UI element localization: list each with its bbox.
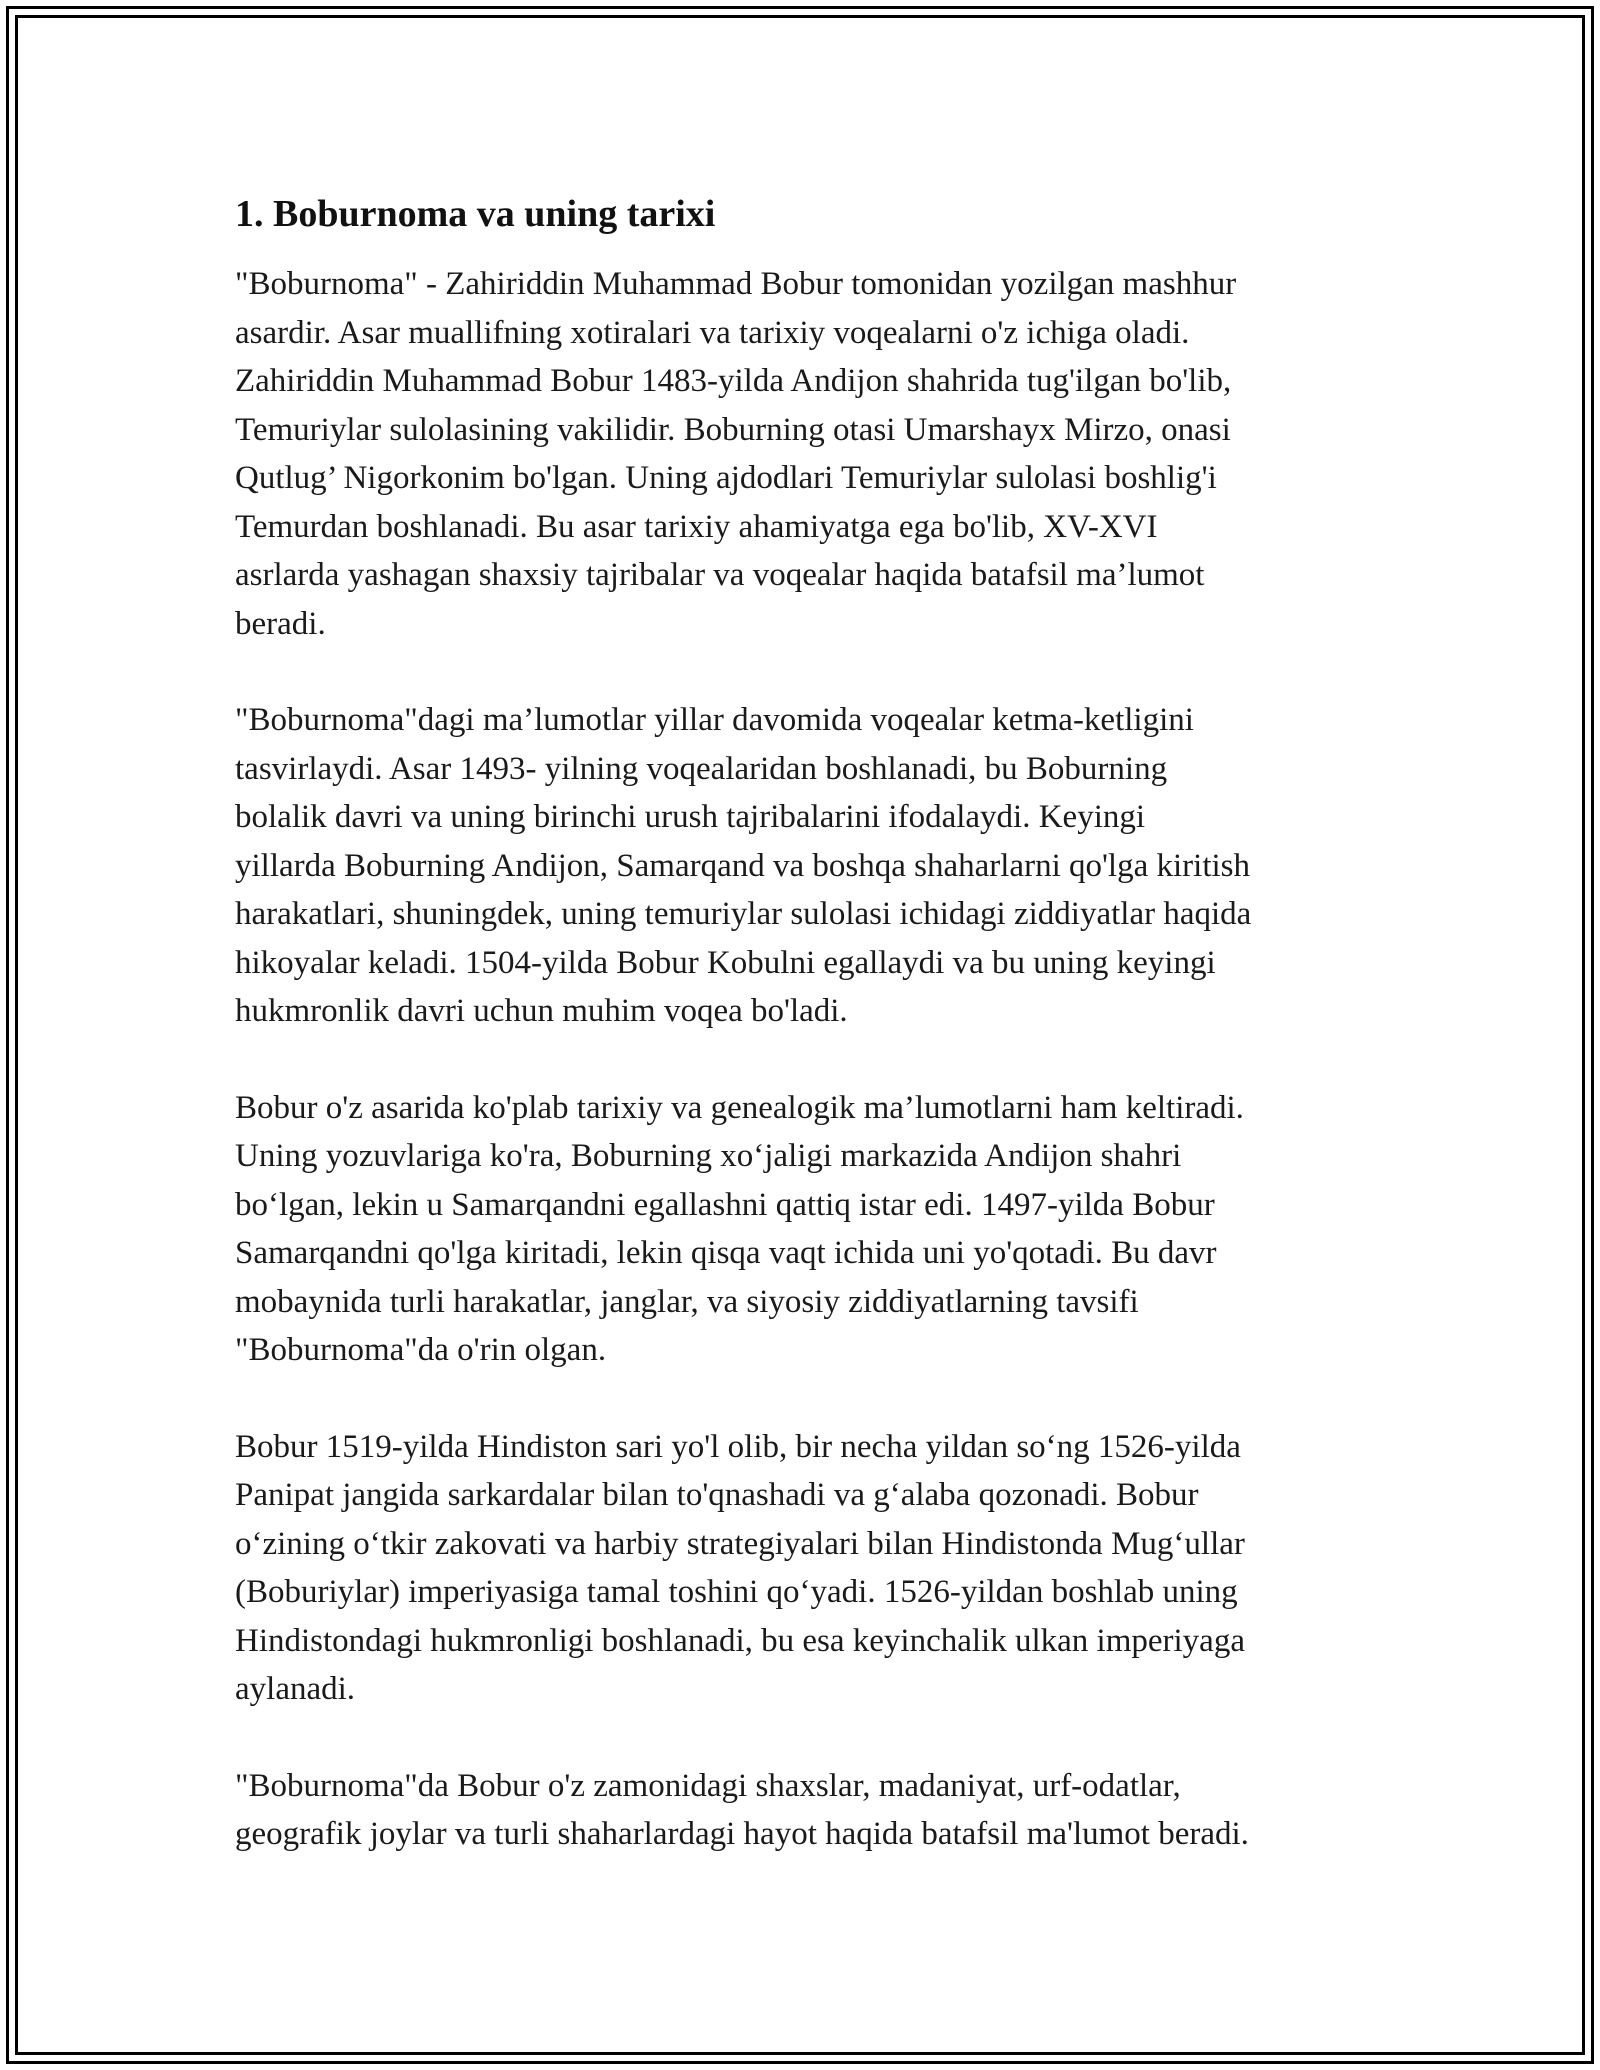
paragraph-4: Bobur 1519-yilda Hindiston sari yo'l olib, bir necha yildan so‘ng 1526-yilda Panipat jangida sarkardalar bilan to'qnashadi va g‘alaba qozonadi. Bobur o‘zining o‘tkir zakovati va harbiy strategiyalari bilan Hindistonda Mug‘ullar (Boburiylar) imperiyasiga tamal toshini qo‘yadi. 1526-yildan boshlab uning Hindistondagi hukmronligi boshlanadi, bu esa keyinchalik ulkan imperiyaga aylanadi. — [235, 1428, 1245, 1707]
document-body — [235, 186, 1365, 1907]
section-heading: 1. Boburnoma va uning tarixi — [235, 193, 716, 235]
paragraph-3: Bobur o'z asarida ko'plab tarixiy va genealogik ma’lumotlarni ham keltiradi. Uning yozuvlariga ko'ra, Boburning xo‘jaligi markazida Andijon shahri bo‘lgan, lekin u Samarqandni egallashni qattiq istar edi. 1497-yilda Bobur Samarqandni qo'lga kiritadi, lekin qisqa vaqt ichida uni yo'qotadi. Bu davr mobaynida turli harakatlar, janglar, va siyosiy ziddiyatlarning tavsifi "Boburnoma"da o'rin olgan. — [235, 1089, 1244, 1368]
paragraph-1: "Boburnoma" - Zahiriddin Muhammad Bobur tomonidan yozilgan mashhur asardir. Asar muallifning xotiralari va tarixiy voqealarni o'z ichiga oladi. Zahiriddin Muhammad Bobur 1483-yilda Andijon shahrida tug'ilgan bo'lib, Temuriylar sulolasining vakilidir. Boburning otasi Umarshayx Mirzo, onasi Qutlug’ Nigorkonim bo'lgan. Uning ajdodlari Temuriylar sulolasi boshlig'i Temurdan boshlanadi. Bu asar tarixiy ahamiyatga ega bo'lib, XV-XVI asrlarda yashagan shaxsiy tajribalar va voqealar haqida batafsil ma’lumot beradi. — [235, 266, 1237, 642]
paragraph-5: "Boburnoma"da Bobur o'z zamonidagi shaxslar, madaniyat, urf-odatlar, geografik joylar va turli shaharlardagi hayot haqida batafsil ma'lumot beradi. — [235, 1767, 1249, 1852]
paragraph-2: "Boburnoma"dagi ma’lumotlar yillar davomida voqealar ketma-ketligini tasvirlaydi. Asar 1493- yilning voqealaridan boshlanadi, bu Boburning bolalik davri va uning birinchi urush tajribalarini ifodalaydi. Keyingi yillarda Boburning Andijon, Samarqand va boshqa shaharlarni qo'lga kiritish harakatlari, shuningdek, uning temuriylar sulolasi ichidagi ziddiyatlar haqida hikoyalar keladi. 1504-yilda Bobur Kobulni egallaydi va bu uning keyingi hukmronlik davri uchun muhim voqea bo'ladi. — [235, 702, 1252, 1029]
